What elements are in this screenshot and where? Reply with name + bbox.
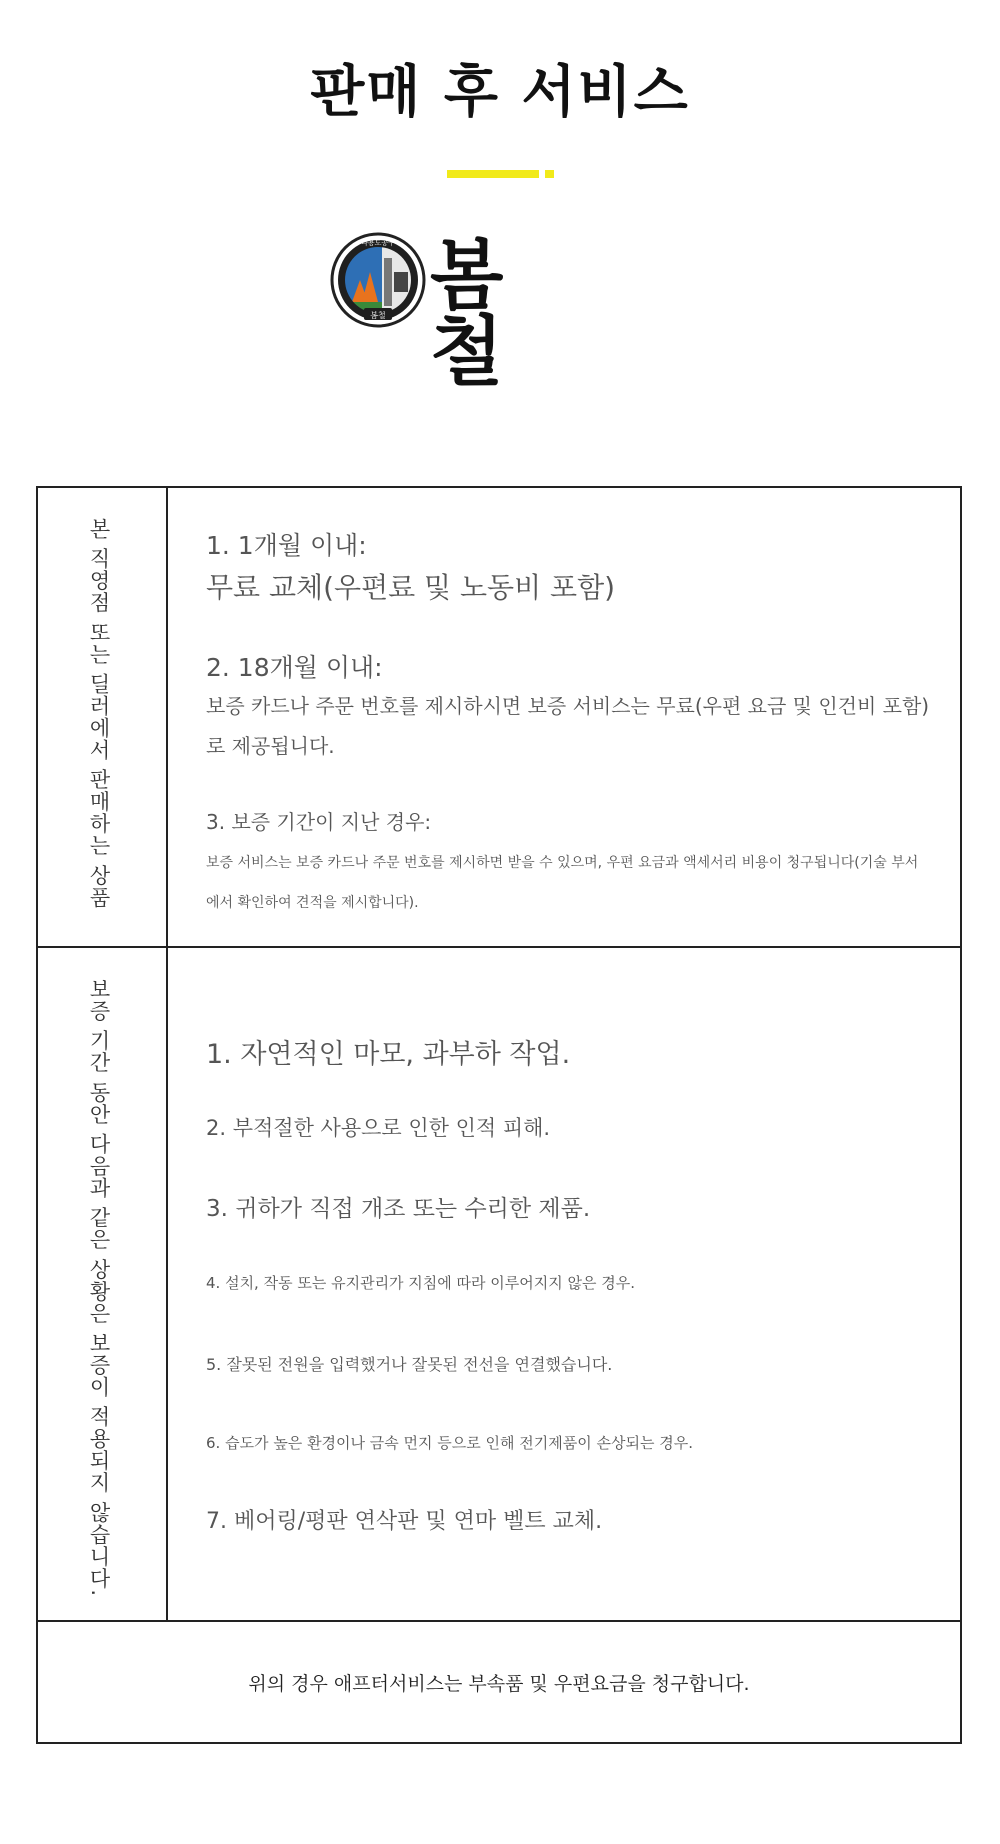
- item-body-line: 로 제공됩니다.: [206, 734, 335, 758]
- item-body-line: 보증 카드나 주문 번호를 제시하시면 보증 서비스는 무료(우편 요금 및 인건비 포함): [206, 694, 930, 718]
- item-body-line: 보증 서비스는 보증 카드나 주문 번호를 제시하면 받을 수 있으며, 우편 요금과 액세서리 비용이 청구됩니다(기술 부서: [206, 855, 919, 871]
- warranty-section-exclusions: [38, 948, 960, 1622]
- brand-logo: [328, 228, 568, 396]
- section-side-label: 보증 기간 동안 다음과 같은 상황은 보증이 적용되지 않습니다.: [87, 978, 111, 1598]
- brand-name: 봄철: [430, 231, 502, 396]
- warranty-footer-row: [38, 1622, 960, 1742]
- item-body-line: 에서 확인하여 견적을 제시합니다).: [206, 895, 419, 911]
- item-heading: 1. 1개월 이내:: [206, 531, 367, 560]
- title-underline-dot: [545, 170, 554, 178]
- warranty-table: [36, 486, 962, 1744]
- brand-emblem-icon: [328, 228, 428, 328]
- list-item: 1. 자연적인 마모, 과부하 작업.: [206, 1039, 571, 1070]
- emblem-bottom-text: 봄철: [370, 311, 386, 320]
- footer-note: 위의 경우 애프터서비스는 부속품 및 우편요금을 청구합니다.: [248, 1672, 750, 1695]
- list-item: 7. 베어링/평판 연삭판 및 연마 벨트 교체.: [206, 1509, 603, 1534]
- page-title: 판매 후 서비스: [310, 60, 690, 125]
- title-underline: [447, 170, 539, 178]
- list-item: 3. 귀하가 직접 개조 또는 수리한 제품.: [206, 1196, 591, 1222]
- list-item: 6. 습도가 높은 환경이나 금속 먼지 등으로 인해 전기제품이 손상되는 경우.: [206, 1434, 693, 1452]
- section-content: [170, 488, 960, 946]
- list-item: 4. 설치, 작동 또는 유지관리가 지침에 따라 이루어지지 않은 경우.: [206, 1274, 636, 1292]
- section-side-label-cell: [38, 488, 168, 946]
- item-heading: 2. 18개월 이내:: [206, 653, 383, 682]
- item-body: 무료 교체(우편료 및 노동비 포함): [206, 571, 616, 604]
- section-side-label: 본 직영점 또는 딜러에서 판매하는 상품: [87, 518, 111, 909]
- list-item: 2. 부적절한 사용으로 인한 인적 피해.: [206, 1116, 551, 1140]
- section-side-label-cell: [38, 948, 168, 1620]
- warranty-section-direct-sales: [38, 488, 960, 948]
- item-heading: 3. 보증 기간이 지난 경우:: [206, 810, 432, 834]
- section-content: [170, 948, 960, 1620]
- list-item: 5. 잘못된 전원을 입력했거나 잘못된 전선을 연결했습니다.: [206, 1355, 613, 1374]
- emblem-top-text: 다용도공구: [361, 239, 395, 247]
